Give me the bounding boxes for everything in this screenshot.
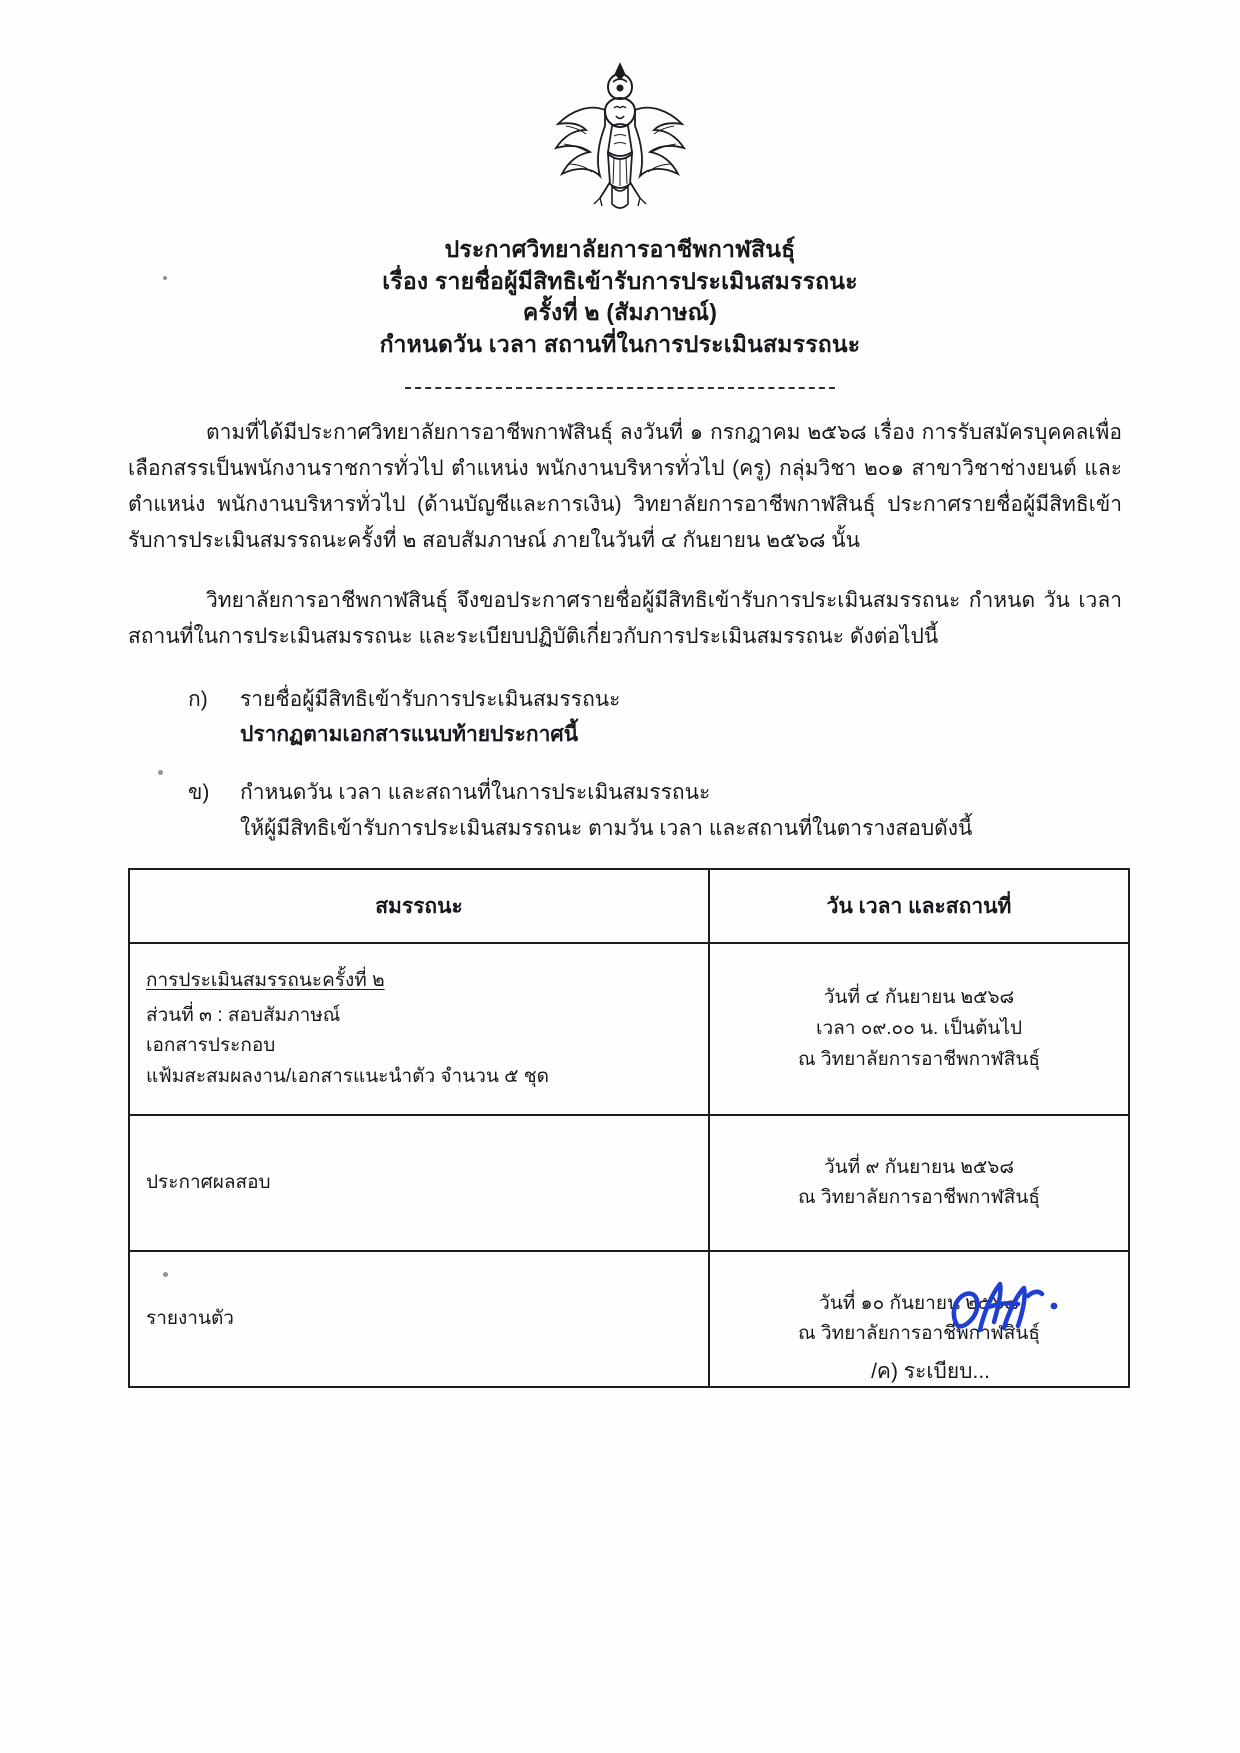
table-cell-competency-1 — [129, 943, 709, 1115]
row1-line-3: แฟ้มสะสมผลงาน/เอกสารแนะนำตัว จำนวน ๕ ชุด — [146, 1066, 550, 1088]
lettered-items — [128, 682, 1122, 847]
row1-title: การประเมินสมรรถนะครั้งที่ ๒ — [146, 969, 385, 991]
row1-line-2: เอกสารประกอบ — [146, 1035, 276, 1057]
row2-line-1: ประกาศผลสอบ — [146, 1171, 271, 1193]
row1-right-line-3: ณ วิทยาลัยการอาชีพกาฬสินธุ์ — [798, 1048, 1040, 1070]
item-ka-subtext: ปรากฏตามเอกสารแนบท้ายประกาศนี้ — [240, 723, 579, 747]
footer-continuation: /ค) ระเบียบ... — [871, 1360, 990, 1383]
table-row — [129, 943, 1129, 1115]
schedule-table — [128, 868, 1130, 1388]
divider-container — [0, 387, 1240, 389]
dashed-divider — [405, 387, 835, 389]
table-row — [129, 1115, 1129, 1251]
item-kho-text: กำหนดวัน เวลา และสถานที่ในการประเมินสมรรถนะ — [240, 780, 711, 804]
item-kho — [188, 775, 1122, 846]
table-header-competency: สมรรถนะ — [129, 869, 709, 943]
body-area — [0, 415, 1240, 846]
scan-speck — [163, 276, 167, 280]
garuda-emblem-icon — [546, 58, 694, 216]
table-header-datetime: วัน เวลา และสถานที่ — [709, 869, 1129, 943]
table-cell-competency-2 — [129, 1115, 709, 1251]
item-kho-subtext: ให้ผู้มีสิทธิเข้ารับการประเมินสมรรถนะ ตามวัน เวลา และสถานที่ในตารางสอบดังนี้ — [240, 816, 973, 840]
scan-speck — [158, 770, 163, 775]
row3-right-line-1: วันที่ ๑๐ กันยายน ๒๕๖๘ — [819, 1292, 1019, 1314]
row1-right-line-2: เวลา ๐๙.๐๐ น. เป็นต้นไป — [815, 1017, 1023, 1039]
item-ka-text: รายชื่อผู้มีสิทธิเข้ารับการประเมินสมรรถนะ — [240, 687, 621, 711]
row3-right-line-2: ณ วิทยาลัยการอาชีพกาฬสินธุ์ — [798, 1323, 1040, 1345]
paragraph-reference: ตามที่ได้มีประกาศวิทยาลัยการอาชีพกาฬสินธุ์ ลงวันที่ ๑ กรกฎาคม ๒๕๖๘ เรื่อง การรับสมัครบุคคลเพื่อเลือกสรรเป็นพนักงานราชการทั่วไป ตำแหน่ง พนักงานบริหารทั่วไป (ครู) กลุ่มวิชา ๒๐๑ สาขาวิชาช่างยนต์ และตำแหน่ง พนักงานบริหารทั่วไป (ด้านบัญชีและการเงิน) วิทยาลัยการอาชีพกาฬสินธุ์ ประกาศรายชื่อผู้มีสิทธิเข้ารับการประเมินสมรรถนะครั้งที่ ๒ สอบสัมภาษณ์ ภายในวันที่ ๔ กันยายน ๒๕๖๘ นั้น — [128, 420, 1122, 553]
row1-line-1: ส่วนที่ ๓ : สอบสัมภาษณ์ — [146, 1004, 341, 1026]
table-cell-datetime-1 — [709, 943, 1129, 1115]
item-kho-marker: ข) — [188, 780, 210, 804]
row1-right-line-1: วันที่ ๔ กันยายน ๒๕๖๘ — [823, 987, 1015, 1009]
announcement-title-line-2: เรื่อง รายชื่อผู้มีสิทธิเข้ารับการประเมินสมรรถนะ — [382, 267, 858, 294]
schedule-table-container — [0, 868, 1240, 1388]
table-cell-datetime-2 — [709, 1115, 1129, 1251]
row2-right-line-2: ณ วิทยาลัยการอาชีพกาฬสินธุ์ — [798, 1187, 1040, 1209]
paragraph-announcement: วิทยาลัยการอาชีพกาฬสินธุ์ จึงขอประกาศรายชื่อผู้มีสิทธิเข้ารับการประเมินสมรรถนะ กำหนด วัน เวลา สถานที่ในการประเมินสมรรถนะ และระเบียบปฏิบัติเกี่ยวกับการประเมินสมรรถนะ ดังต่อไปนี้ — [128, 589, 1122, 649]
row3-line-1: รายงานตัว — [146, 1307, 234, 1329]
announcement-title-line-1: ประกาศวิทยาลัยการอาชีพกาฬสินธุ์ — [444, 236, 796, 262]
scan-speck — [163, 1272, 168, 1277]
item-ka-marker: ก) — [188, 687, 208, 711]
emblem-container — [0, 0, 1240, 216]
title-block — [0, 234, 1240, 361]
announcement-title-line-4: กำหนดวัน เวลา สถานที่ในการประเมินสมรรถนะ — [379, 331, 861, 358]
item-ka — [188, 682, 1122, 753]
announcement-title-line-3: ครั้งที่ ๒ (สัมภาษณ์) — [522, 299, 718, 326]
row2-right-line-1: วันที่ ๙ กันยายน ๒๕๖๘ — [824, 1156, 1014, 1178]
table-header-row — [129, 869, 1129, 943]
